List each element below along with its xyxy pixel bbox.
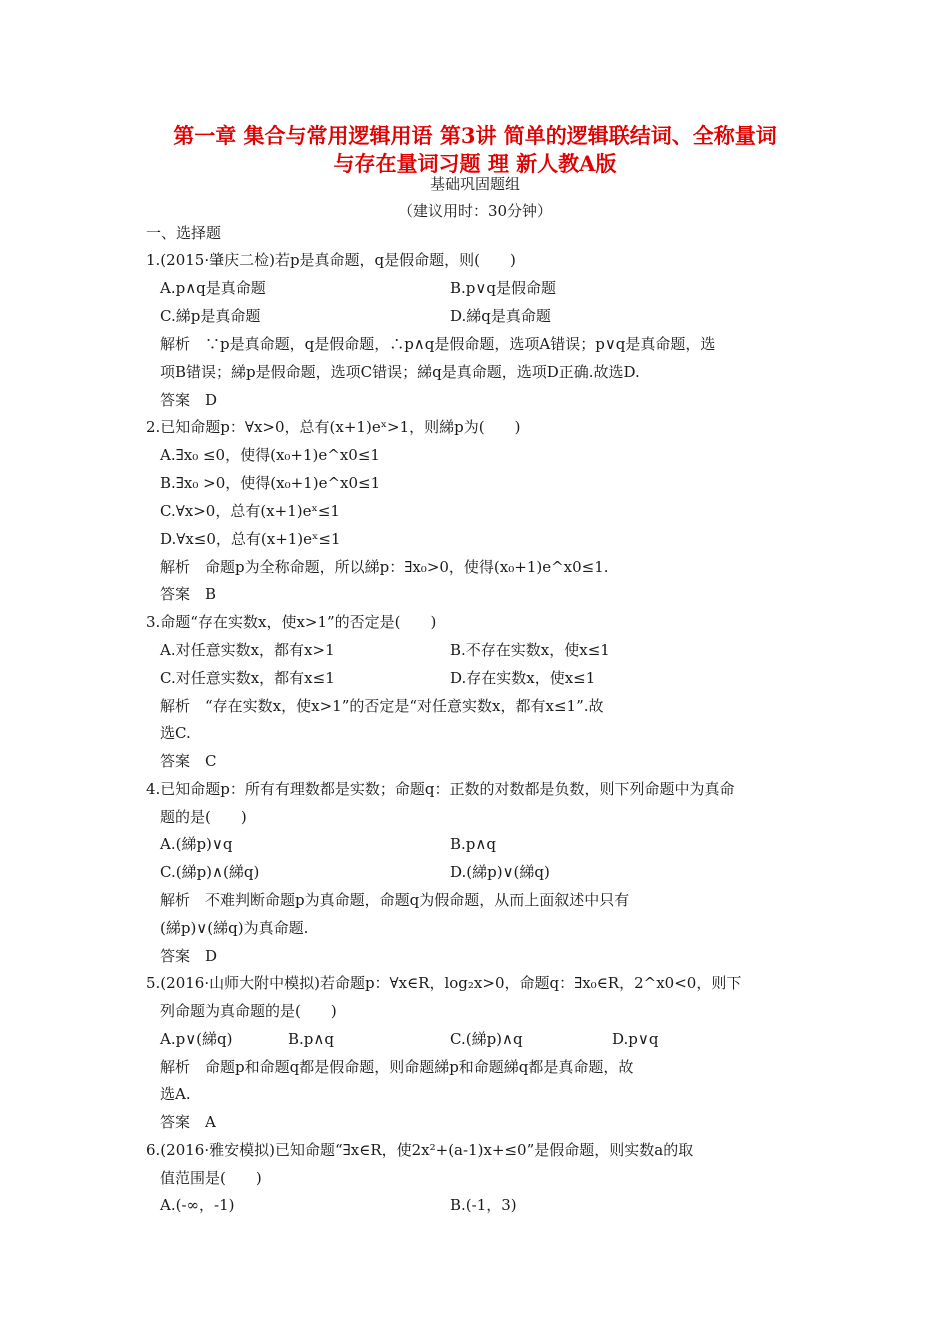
- question-1-stem: 1.(2015·肇庆二检)若p是真命题，q是假命题，则( ): [146, 251, 516, 269]
- question-5-stem-line-2: 列命题为真命题的是( ): [160, 1002, 337, 1020]
- question-6-option-a: A.(-∞，-1): [160, 1196, 235, 1214]
- question-4-analysis-line-2: (綈p)∨(綈q)为真命题.: [160, 919, 309, 937]
- question-1-option-b: B.p∨q是假命题: [450, 279, 556, 297]
- question-4-option-d: D.(綈p)∨(綈q): [450, 863, 550, 881]
- question-2-option-d: D.∀x≤0，总有(x+1)eˣ≤1: [160, 530, 341, 548]
- question-5-stem-line-1: 5.(2016·山师大附中模拟)若命题p：∀x∈R，log₂x>0，命题q：∃x₀∈R，2^x0<0，则下: [146, 974, 742, 992]
- question-5-option-d: D.p∨q: [612, 1030, 659, 1048]
- question-3-option-c: C.对任意实数x，都有x≤1: [160, 669, 335, 687]
- question-2-answer: 答案 B: [160, 585, 217, 603]
- question-3-analysis-line-1: 解析 “存在实数x，使x>1”的否定是“对任意实数x，都有x≤1”.故: [160, 697, 604, 715]
- question-3-stem: 3.命题“存在实数x，使x>1”的否定是( ): [146, 613, 437, 631]
- question-2-analysis: 解析 命题p为全称命题，所以綈p：∃x₀>0，使得(x₀+1)e^x0≤1.: [160, 558, 609, 576]
- question-2-option-c: C.∀x>0，总有(x+1)eˣ≤1: [160, 502, 340, 520]
- question-2-option-b: B.∃x₀ >0，使得(x₀+1)e^x0≤1: [160, 474, 381, 492]
- document-title-line-1: 第一章 集合与常用逻辑用语 第3讲 简单的逻辑联结词、全称量词: [173, 123, 777, 148]
- question-6-stem-line-2: 值范围是( ): [160, 1169, 262, 1187]
- question-4-stem-line-1: 4.已知命题p：所有有理数都是实数；命题q：正数的对数都是负数，则下列命题中为真命: [146, 780, 735, 798]
- question-3-option-b: B.不存在实数x，使x≤1: [450, 641, 610, 659]
- question-5-option-a: A.p∨(綈q): [160, 1030, 233, 1048]
- question-1-analysis-line-1: 解析 ∵p是真命题，q是假命题，∴p∧q是假命题，选项A错误；p∨q是真命题，选: [160, 335, 716, 353]
- question-3-option-d: D.存在实数x，使x≤1: [450, 669, 596, 687]
- question-4-stem-line-2: 题的是( ): [160, 808, 247, 826]
- question-6-option-b: B.(-1，3): [450, 1196, 517, 1214]
- question-4-option-a: A.(綈p)∨q: [160, 835, 233, 853]
- question-4-option-c: C.(綈p)∧(綈q): [160, 863, 260, 881]
- question-2-option-a: A.∃x₀ ≤0，使得(x₀+1)e^x0≤1: [160, 446, 380, 464]
- question-3-answer: 答案 C: [160, 752, 217, 770]
- question-4-option-b: B.p∧q: [450, 835, 496, 853]
- question-3-analysis-line-2: 选C.: [160, 724, 191, 742]
- question-1-answer: 答案 D: [160, 391, 218, 409]
- document-title-line-2: 与存在量词习题 理 新人教A版: [333, 151, 617, 176]
- part-heading: 一、选择题: [146, 224, 222, 242]
- question-5-analysis-line-2: 选A.: [160, 1085, 191, 1103]
- question-1-option-d: D.綈q是真命题: [450, 307, 551, 325]
- question-4-analysis-line-1: 解析 不难判断命题p为真命题，命题q为假命题，从而上面叙述中只有: [160, 891, 630, 909]
- question-2-stem: 2.已知命题p：∀x>0，总有(x+1)eˣ>1，则綈p为( ): [146, 418, 521, 436]
- question-5-answer: 答案 A: [160, 1113, 216, 1131]
- question-5-option-c: C.(綈p)∧q: [450, 1030, 523, 1048]
- question-1-option-c: C.綈p是真命题: [160, 307, 261, 325]
- question-6-stem-line-1: 6.(2016·雅安模拟)已知命题“∃x∈R，使2x²+(a-1)x+≤0”是假命题，则实数a的取: [146, 1141, 694, 1159]
- question-1-analysis-line-2: 项B错误；綈p是假命题，选项C错误；綈q是真命题，选项D正确.故选D.: [160, 363, 640, 381]
- question-4-answer: 答案 D: [160, 947, 218, 965]
- question-3-option-a: A.对任意实数x，都有x>1: [160, 641, 335, 659]
- question-5-analysis-line-1: 解析 命题p和命题q都是假命题，则命题綈p和命题綈q都是真命题，故: [160, 1058, 634, 1076]
- section-group-label: 基础巩固题组: [429, 175, 520, 193]
- time-hint: （建议用时：30分钟）: [397, 202, 553, 220]
- question-1-option-a: A.p∧q是真命题: [160, 279, 266, 297]
- question-5-option-b: B.p∧q: [288, 1030, 334, 1048]
